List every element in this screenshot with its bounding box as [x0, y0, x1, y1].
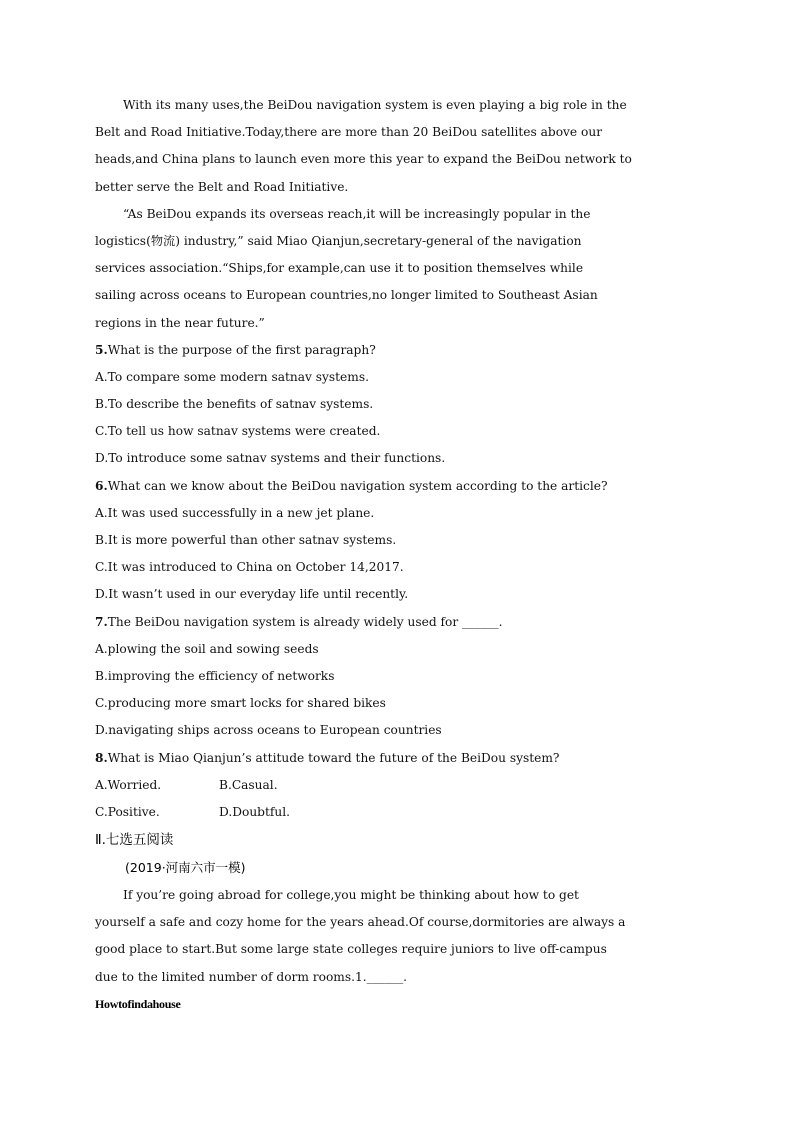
question-text: What is Miao Qianjun’s attitude toward the future of the BeiDou system?	[107, 750, 560, 765]
answer-option: D.Doubtful.	[219, 804, 291, 819]
answer-option-row	[95, 772, 705, 799]
subheading: Howtofindahouse	[95, 996, 181, 1011]
answer-option: D.It wasn’t used in our everyday life until recently.	[95, 587, 409, 602]
answer-option: B.It is more powerful than other satnav systems.	[95, 533, 397, 547]
question-text: What can we know about the BeiDou navigation system according to the article?	[107, 478, 608, 493]
answer-option: D.navigating ships across oceans to European countries	[95, 723, 442, 738]
question-stem	[95, 473, 705, 500]
passage-paragraph-2	[95, 201, 705, 337]
question-number: 7.	[95, 614, 108, 629]
answer-option: B.To describe the benefits of satnav systems.	[95, 397, 374, 412]
answer-option: A.Worried.	[95, 777, 162, 792]
section-heading: Ⅱ.七选五阅读	[95, 832, 174, 849]
answer-option: C.producing more smart locks for shared bikes	[95, 696, 386, 711]
passage-paragraph-1	[95, 92, 705, 201]
answer-option: A.It was used successfully in a new jet plane.	[95, 505, 375, 520]
question-text: What is the purpose of the first paragraph?	[107, 342, 376, 357]
text-line: Belt and Road Initiative.Today,there are more than 20 BeiDou satellites above our	[95, 125, 603, 140]
answer-option: C.Positive.	[95, 804, 160, 819]
question-stem	[95, 609, 705, 636]
text-line: due to the limited number of dorm rooms.1.______.	[95, 969, 408, 984]
question-number: 6.	[95, 478, 108, 493]
text-line: “As BeiDou expands its overseas reach,it will be increasingly popular in the	[123, 206, 591, 221]
answer-option: A.To compare some modern satnav systems.	[95, 369, 369, 384]
text-line: logistics(物流) industry,” said Miao Qianjun,secretary-general of the navigation	[95, 233, 582, 248]
source-citation: (2019·河南六市一模)	[125, 860, 246, 876]
answer-option: A.plowing the soil and sowing seeds	[95, 641, 319, 656]
question-6	[95, 473, 705, 609]
text-line: better serve the Belt and Road Initiative.	[95, 179, 349, 194]
answer-option-row	[95, 799, 705, 826]
answer-option: B.Casual.	[219, 777, 278, 792]
answer-option: C.It was introduced to China on October 14,2017.	[95, 560, 404, 575]
text-line: sailing across oceans to European countries,no longer limited to Southeast Asian	[95, 288, 598, 303]
question-number: 8.	[95, 750, 108, 765]
question-stem	[95, 745, 705, 772]
question-number: 5.	[95, 342, 108, 357]
question-8	[95, 745, 705, 827]
text-line: With its many uses,the BeiDou navigation system is even playing a big role in the	[123, 98, 627, 112]
text-line: services association.“Ships,for example,can use it to position themselves while	[95, 261, 584, 276]
text-line: good place to start.But some large state colleges require juniors to live off-campus	[95, 942, 607, 957]
text-line: yourself a safe and cozy home for the years ahead.Of course,dormitories are always a	[95, 915, 626, 930]
question-stem	[95, 337, 705, 364]
text-line: If you’re going abroad for college,you might be thinking about how to get	[123, 888, 579, 903]
answer-option: B.improving the efficiency of networks	[95, 668, 335, 683]
section2-paragraph	[95, 882, 705, 991]
answer-option: C.To tell us how satnav systems were created.	[95, 424, 381, 439]
question-5	[95, 337, 705, 473]
page-content	[95, 92, 705, 1018]
answer-option: D.To introduce some satnav systems and their functions.	[95, 451, 446, 466]
question-text: The BeiDou navigation system is already widely used for ______.	[107, 614, 503, 629]
question-7	[95, 609, 705, 745]
text-line: regions in the near future.”	[95, 315, 265, 330]
text-line: heads,and China plans to launch even more this year to expand the BeiDou network to	[95, 152, 632, 167]
